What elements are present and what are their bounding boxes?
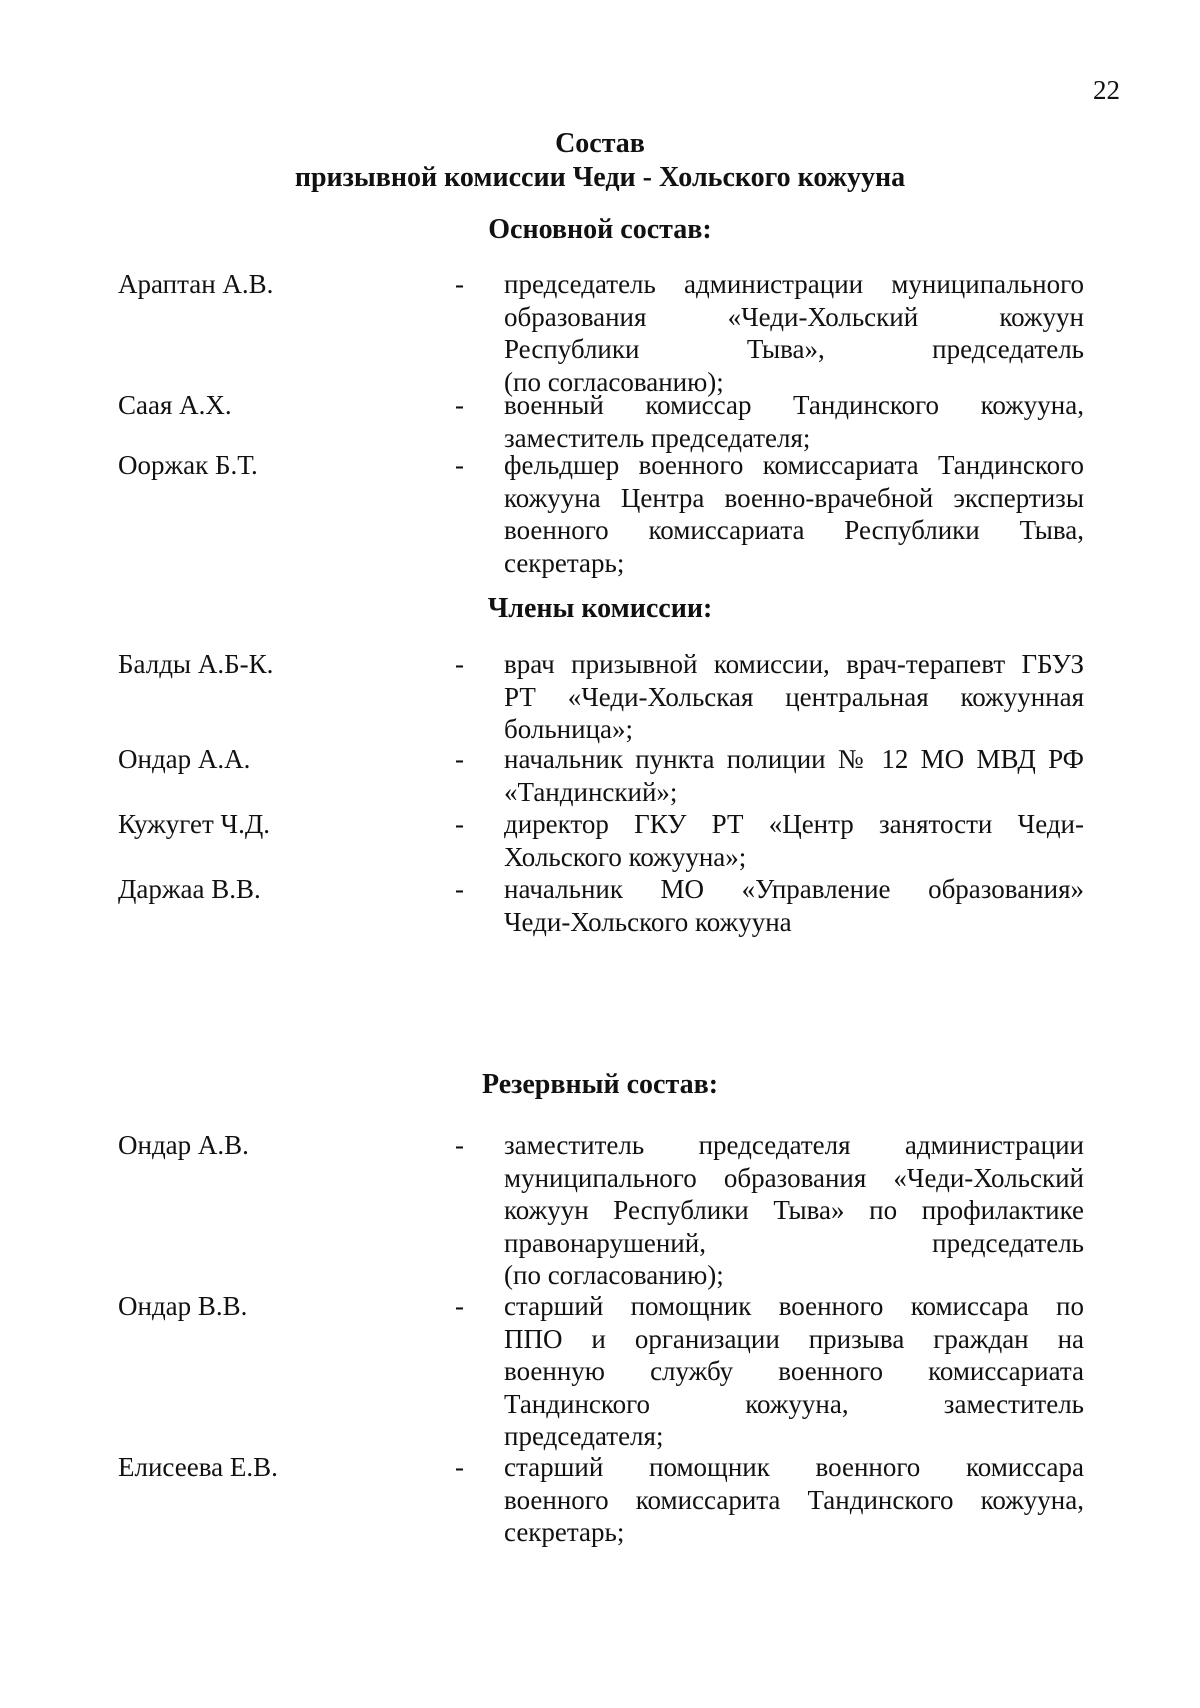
- description-line: РТ «Чеди-Хольская центральная кожуунная: [504, 681, 1084, 712]
- member-description: [504, 1290, 1084, 1453]
- description-line: старший помощник военного комиссара: [504, 1452, 1084, 1482]
- description-line: начальник пункта полиции № 12 МО МВД РФ: [504, 744, 1084, 774]
- description-line: муниципального образования «Чеди-Хольский: [504, 1162, 1084, 1193]
- member-name: Саая А.Х.: [118, 390, 232, 420]
- member-description: [504, 449, 1084, 579]
- section-heading-reserve: Резервный состав:: [481, 1069, 719, 1100]
- description-line: военного комиссариата Республики Тыва,: [504, 515, 1084, 545]
- description-line: военного комиссарита Тандинского кожууна,: [504, 1484, 1084, 1515]
- member-name: Ондар А.В.: [118, 1130, 249, 1160]
- member-description: [504, 873, 1084, 938]
- description-line: Чеди-Хольского кожууна: [504, 906, 792, 937]
- description-line: «Тандинский»;: [504, 776, 678, 807]
- member-dash: -: [455, 809, 464, 839]
- member-name: Ондар А.А.: [118, 744, 251, 774]
- member-description: [504, 743, 1084, 808]
- member-description: [504, 808, 1084, 873]
- member-description: [504, 1129, 1084, 1292]
- member-dash: -: [455, 1452, 464, 1482]
- member-name: Даржаа В.В.: [118, 874, 261, 904]
- description-line: кожууна Центра военно-врачебной экспертизы: [504, 482, 1084, 513]
- member-dash: -: [455, 269, 464, 299]
- description-line: фельдшер военного комиссариата Тандинского: [504, 450, 1084, 480]
- member-dash: -: [455, 1291, 464, 1321]
- member-name: Балды А.Б-К.: [118, 649, 274, 679]
- member-description: [504, 389, 1084, 454]
- member-name: Ооржак Б.Т.: [118, 450, 258, 480]
- description-line: заместитель председателя администрации: [504, 1130, 1084, 1160]
- section-heading-main: Основной состав:: [488, 214, 712, 245]
- description-line: заместитель председателя;: [504, 422, 811, 453]
- description-line: Республики Тыва», председатель: [504, 334, 1084, 364]
- description-line: врач призывной комиссии, врач-терапевт ГБУЗ: [504, 649, 1084, 679]
- description-line: военную службу военного комиссариата: [504, 1356, 1084, 1386]
- description-line: образования «Чеди-Хольский кожуун: [504, 301, 1084, 332]
- description-line: директор ГКУ РТ «Центр занятости Чеди-: [504, 809, 1084, 839]
- member-name: Кужугет Ч.Д.: [118, 809, 270, 839]
- document-subtitle: призывной комиссии Чеди - Хольского кожууна: [294, 162, 906, 193]
- description-line: больница»;: [504, 714, 634, 744]
- member-dash: -: [455, 649, 464, 679]
- member-description: [504, 268, 1084, 398]
- description-line: секретарь;: [504, 1517, 625, 1547]
- section-heading-members: Члены комиссии:: [487, 593, 713, 624]
- description-line: кожуун Республики Тыва» по профилактике: [504, 1195, 1084, 1225]
- description-line: (по согласованию);: [504, 1260, 724, 1290]
- description-line: председателя;: [504, 1421, 664, 1451]
- description-line: Хольского кожууна»;: [504, 841, 747, 872]
- description-line: ППО и организации призыва граждан на: [504, 1323, 1084, 1354]
- document-title: Состав: [555, 128, 645, 159]
- member-dash: -: [455, 450, 464, 480]
- description-line: старший помощник военного комиссара по: [504, 1291, 1084, 1321]
- description-line: (по согласованию);: [504, 366, 724, 397]
- member-dash: -: [455, 390, 464, 420]
- member-name: Араптан А.В.: [118, 269, 274, 299]
- description-line: секретарь;: [504, 547, 625, 578]
- member-name: Ондар В.В.: [118, 1291, 248, 1321]
- member-dash: -: [455, 744, 464, 774]
- description-line: правонарушений, председатель: [504, 1227, 1084, 1258]
- member-name: Елисеева Е.В.: [118, 1452, 278, 1482]
- member-description: [504, 648, 1084, 746]
- page-number: 22: [1093, 75, 1120, 105]
- description-line: председатель администрации муниципального: [504, 269, 1084, 299]
- description-line: начальник МО «Управление образования»: [504, 874, 1084, 904]
- member-dash: -: [455, 874, 464, 904]
- member-description: [504, 1451, 1084, 1549]
- description-line: военный комиссар Тандинского кожууна,: [504, 390, 1084, 420]
- member-dash: -: [455, 1130, 464, 1160]
- description-line: Тандинского кожууна, заместитель: [504, 1388, 1084, 1419]
